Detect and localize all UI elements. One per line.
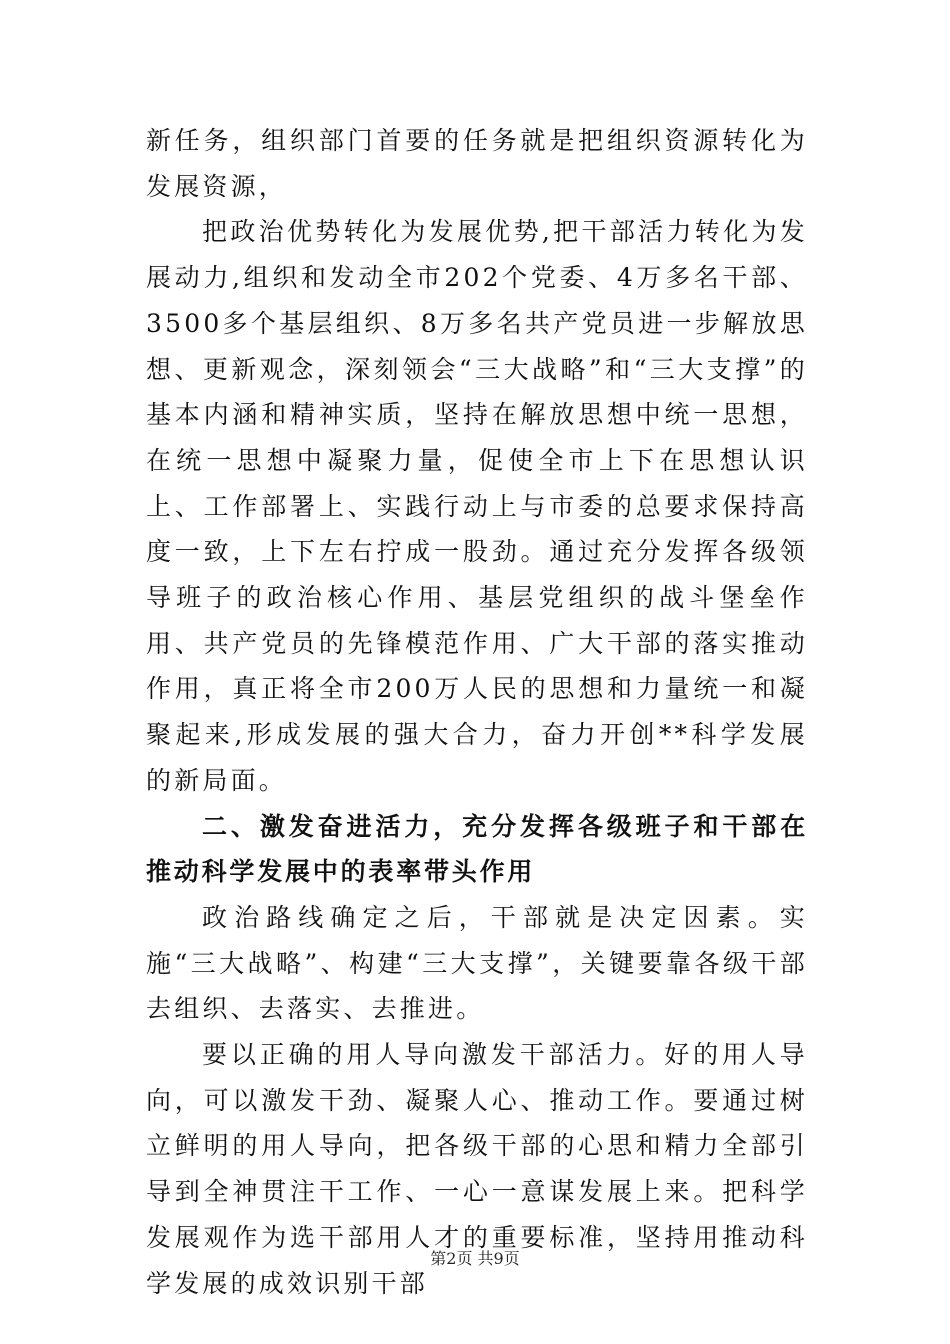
paragraph-political-advantage: 把政治优势转化为发展优势,把干部活力转化为发展动力,组织和发动全市202个党委、4万多名干部、3500多个基层组织、8万多名共产党员进一步解放思想、更新观念，深刻领会“三大战略”和“三大支撑”的基本内涵和精神实质，坚持在解放思想中统一思想，在统一思想中凝聚力量，促使全市上下在思想认识上、工作部署上、实践行动上与市委的总要求保持高度一致，上下左右拧成一股劲。通过充分发挥各级领导班子的政治核心作用、基层党组织的战斗堡垒作用、共产党员的先锋模范作用、广大干部的落实推动作用，真正将全市200万人民的思想和力量统一和凝聚起来,形成发展的强大合力，奋力开创**科学发展的新局面。 xyxy=(146,217,808,795)
page-number-footer: 第2页 共9页 xyxy=(430,1249,520,1268)
section-heading-two: 二、激发奋进活力，充分发挥各级班子和干部在推动科学发展中的表率带头作用 xyxy=(146,811,808,887)
paragraph-continuation: 新任务，组织部门首要的任务就是把组织资源转化为发展资源， xyxy=(146,126,808,201)
document-body xyxy=(146,118,808,1306)
paragraph-employment-orientation: 要以正确的用人导向激发干部活力。好的用人导向，可以激发干劲、凝聚人心、推动工作。要通过树立鲜明的用人导向，把各级干部的心思和精力全部引导到全神贯注干工作、一心一意谋发展上来。把科学发展观作为选干部用人才的重要标准，坚持用推动科学发展的成效识别干部 xyxy=(146,1040,808,1298)
paragraph-political-line: 政治路线确定之后，干部就是决定因素。实施“三大战略”、构建“三大支撑”，关键要靠各级干部去组织、去落实、去推进。 xyxy=(146,902,808,1024)
